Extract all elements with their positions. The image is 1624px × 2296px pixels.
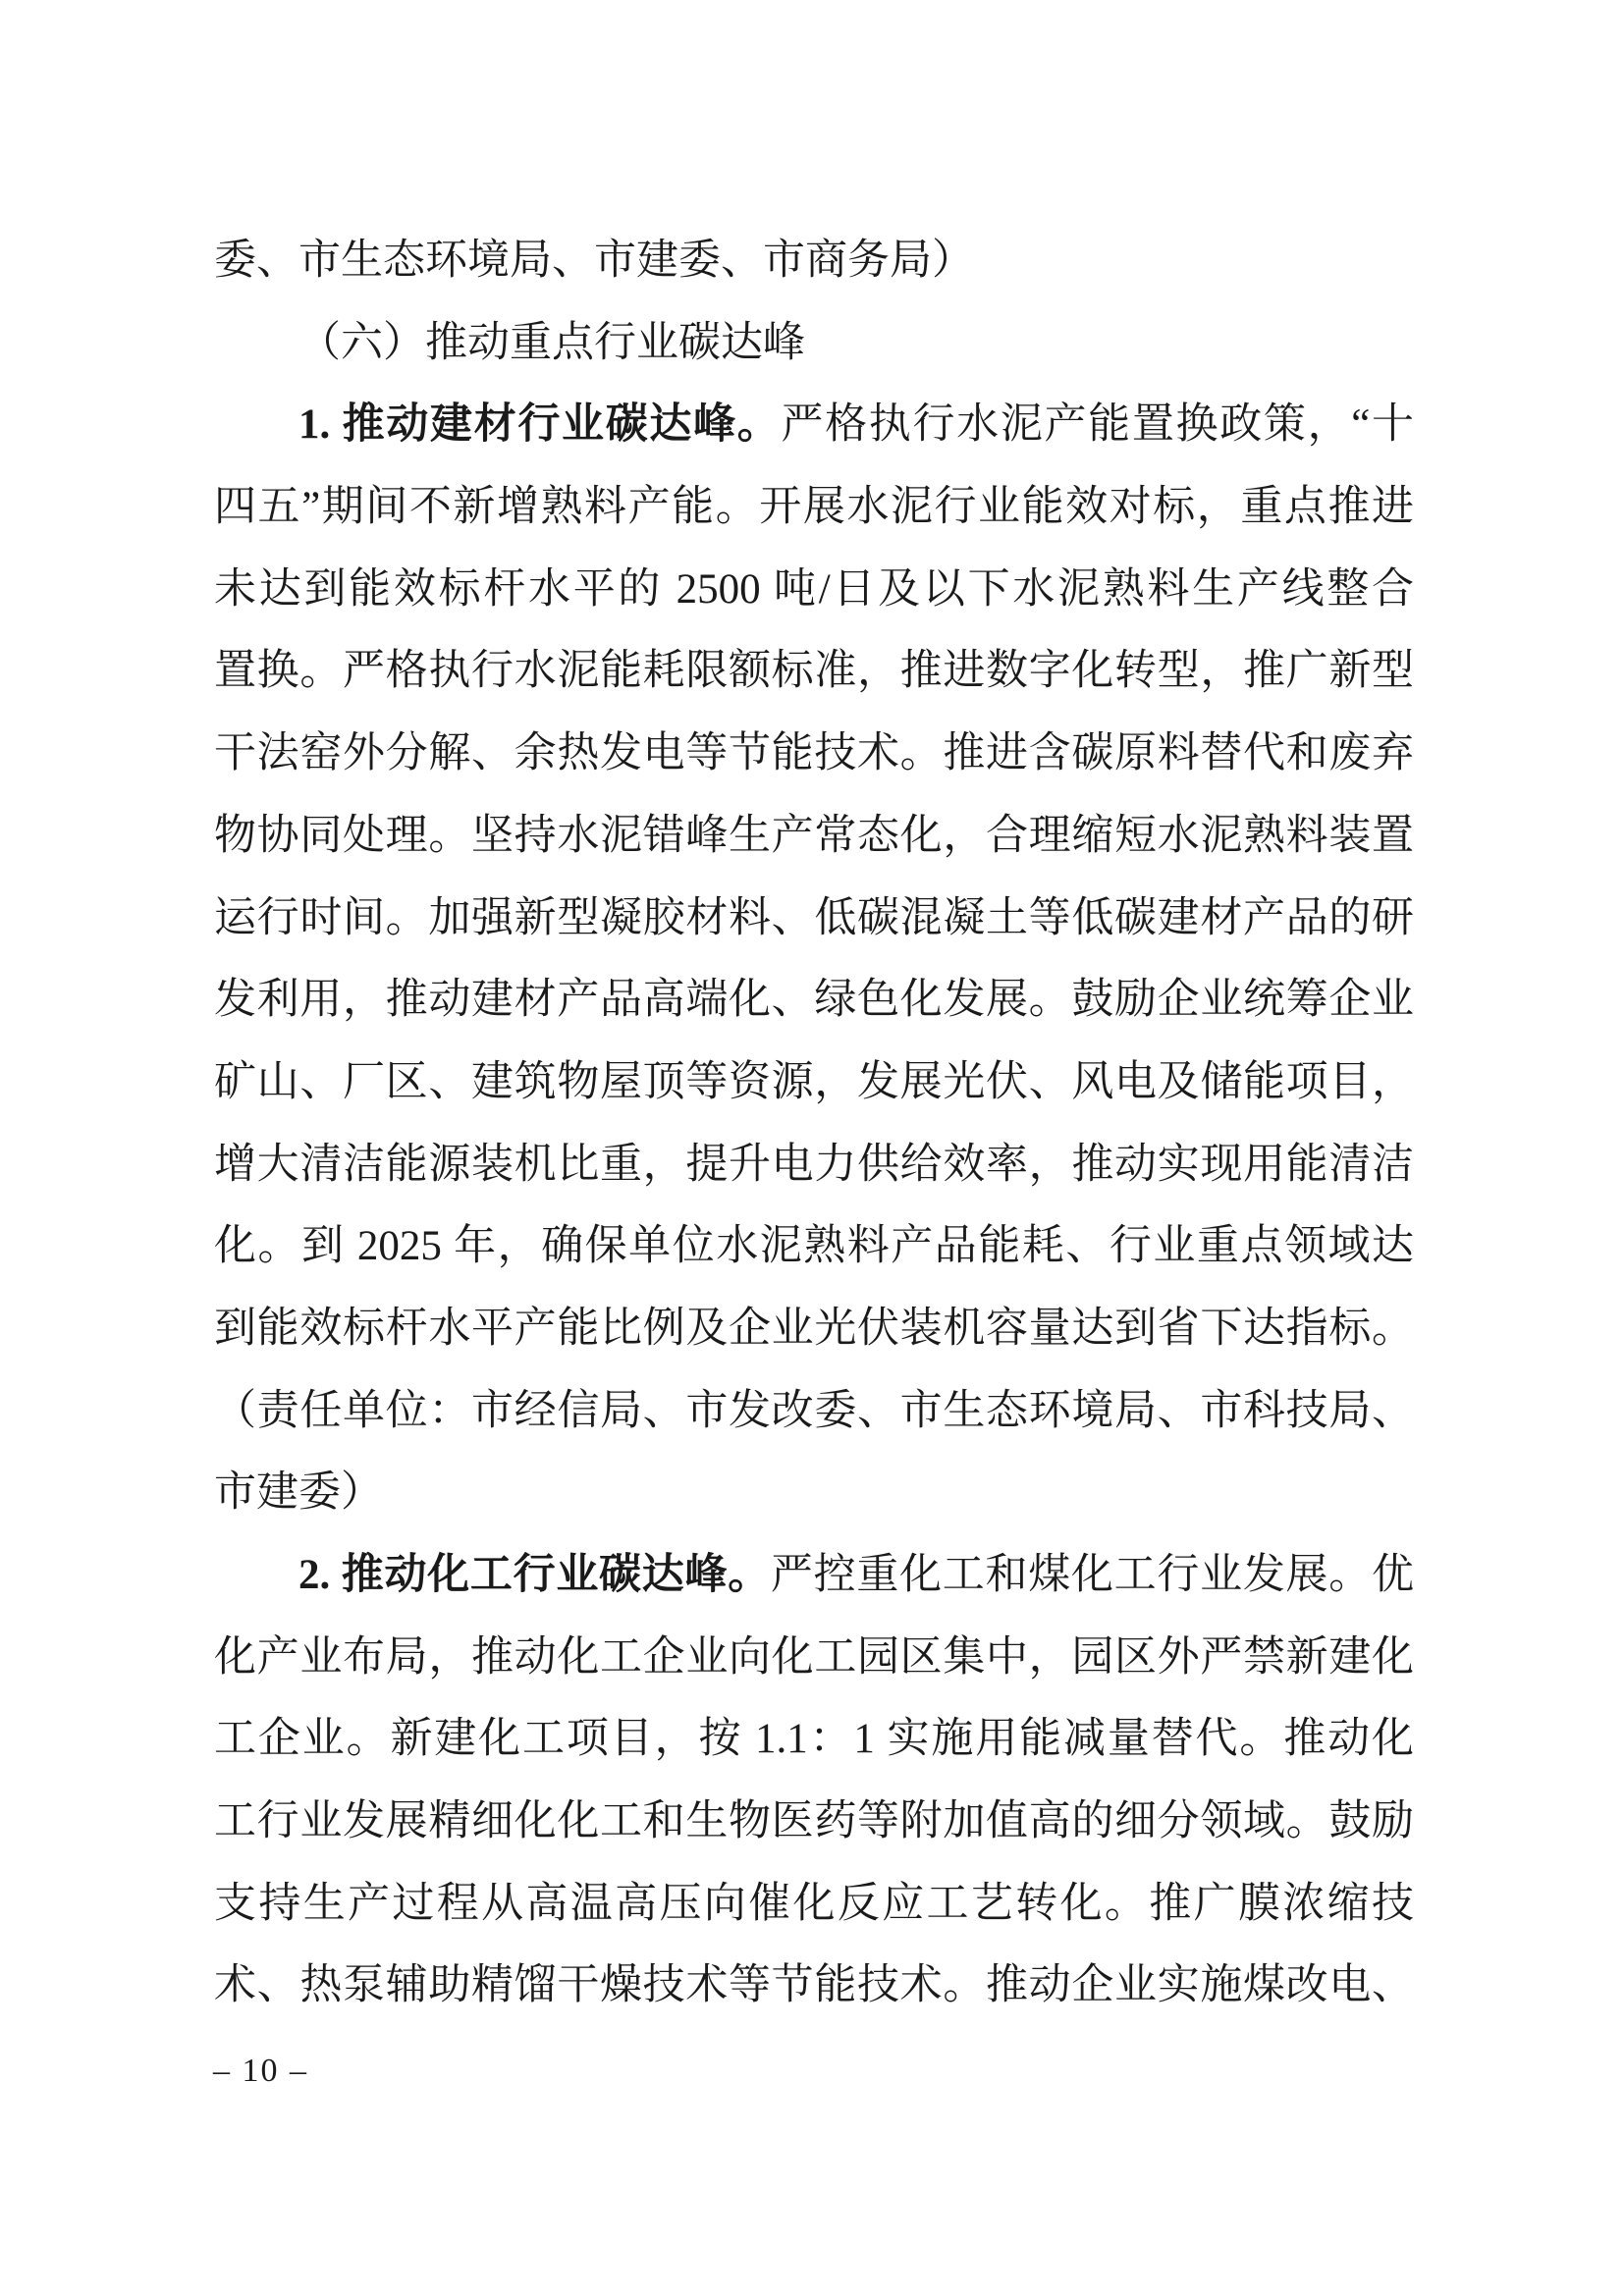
text-line: 干法窑外分解、余热发电等节能技术。推进含碳原料替代和废弃 <box>214 730 1414 777</box>
subsection-heading: （六）推动重点行业碳达峰 <box>298 319 805 366</box>
text-line: 矿山、厂区、建筑物屋顶等资源，发展光伏、风电及储能项目， <box>214 1058 1414 1105</box>
item-heading-run: 2. 推动化工行业碳达峰。 <box>298 1552 771 1598</box>
text-line: 四五”期间不新增熟料产能。开展水泥行业能效对标，重点推进 <box>214 484 1414 531</box>
text-line <box>214 1534 1414 1617</box>
text-line: 化产业布局，推动化工企业向化工园区集中，园区外严禁新建化 <box>214 1633 1414 1681</box>
text-line: 增大清洁能源装机比重，提升电力供给效率，推动实现用能清洁 <box>214 1141 1414 1188</box>
text-line: 发利用，推动建材产品高端化、绿色化发展。鼓励企业统筹企业 <box>214 977 1414 1024</box>
text-line: 未达到能效标杆水平的 2500 吨/日及以下水泥熟料生产线整合 <box>214 565 1414 613</box>
text-line: 委、市生态环境局、市建委、市商务局） <box>214 238 974 284</box>
text-line: 到能效标杆水平产能比例及企业光伏装机容量达到省下达指标。 <box>214 1305 1414 1352</box>
document-body <box>214 220 1414 2027</box>
text-line: 工企业。新建化工项目，按 1.1：1 实施用能减量替代。推动化 <box>214 1716 1414 1763</box>
text-line <box>214 384 1414 466</box>
text-line: （责任单位：市经信局、市发改委、市生态环境局、市科技局、 <box>214 1387 1414 1434</box>
page-number: – 10 – <box>213 2053 308 2089</box>
text-line: 工行业发展精细化化工和生物医药等附加值高的细分领域。鼓励 <box>214 1798 1414 1845</box>
text-line: 化。到 2025 年，确保单位水泥熟料产品能耗、行业重点领域达 <box>214 1223 1414 1270</box>
text-line: 术、热泵辅助精馏干燥技术等节能技术。推动企业实施煤改电、 <box>214 1962 1414 2009</box>
text-line: 运行时间。加强新型凝胶材料、低碳混凝土等低碳建材产品的研 <box>214 894 1414 941</box>
text-line: 市建委） <box>214 1469 383 1517</box>
text-line: 置换。严格执行水泥能耗限额标准，推进数字化转型，推广新型 <box>214 648 1414 695</box>
body-run: 严格执行水泥产能置换政策，“十 <box>781 401 1415 449</box>
item-heading-run: 1. 推动建材行业碳达峰。 <box>298 401 782 449</box>
body-run: 严控重化工和煤化工行业发展。优 <box>770 1552 1415 1598</box>
text-line: 支持生产过程从高温高压向催化反应工艺转化。推广膜浓缩技 <box>214 1880 1414 1927</box>
text-line: 物协同处理。坚持水泥错峰生产常态化，合理缩短水泥熟料装置 <box>214 812 1414 859</box>
